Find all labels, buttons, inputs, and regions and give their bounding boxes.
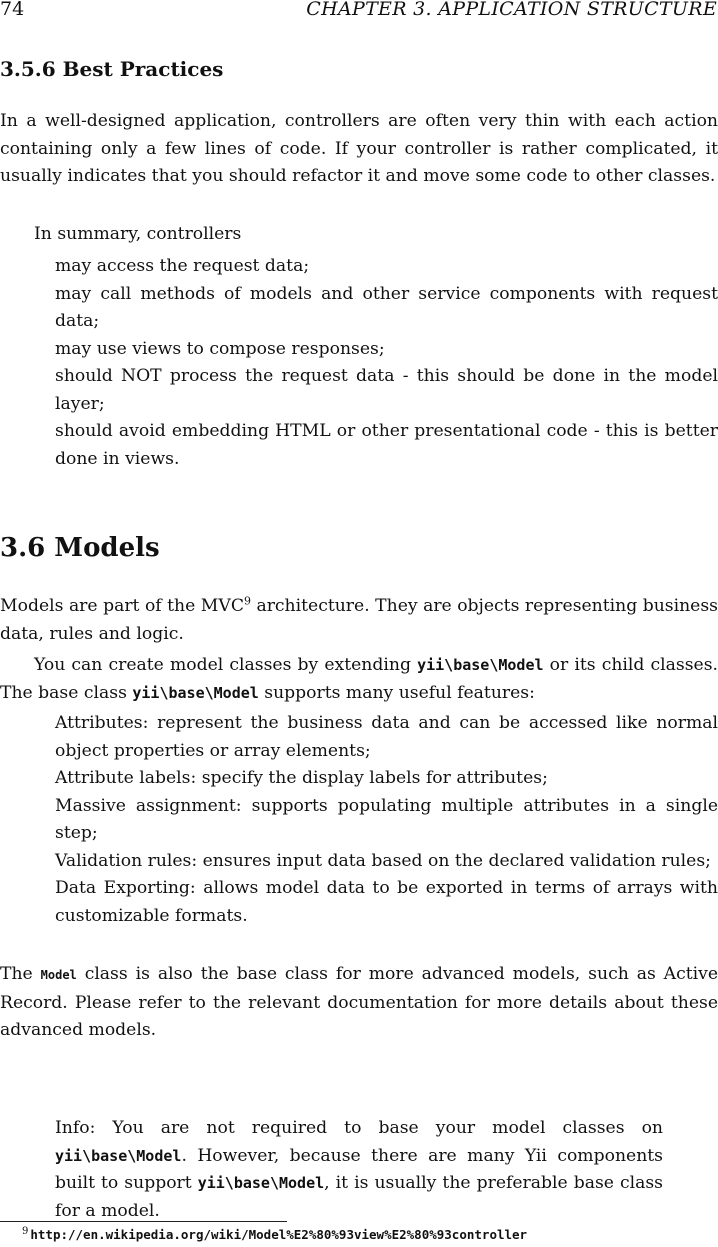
summary-lead: In summary, controllers — [34, 224, 242, 244]
list-item: Massive assignment: supports populating multiple attributes in a single step; — [55, 795, 718, 843]
list-item: should NOT process the request data - this should be done in the model layer; — [55, 366, 718, 414]
text-run: Info: You are not required to base your model classes on — [55, 1118, 663, 1138]
list-item: Validation rules: ensures input data based on the declared validation rules; — [55, 850, 711, 871]
list-item: may access the request data; — [55, 256, 310, 276]
running-chapter-title: CHAPTER 3. APPLICATION STRUCTURE — [306, 0, 717, 20]
text-run: supports many useful features: — [258, 682, 535, 703]
models-intro — [0, 593, 718, 648]
footnote-marker[interactable]: 9 — [243, 594, 251, 608]
list-item: may use views to compose responses; — [55, 338, 385, 359]
list-item: may call methods of models and other service components with request data; — [55, 283, 718, 331]
text-run: The — [0, 964, 41, 984]
list-item: Attribute labels: specify the display labels for attributes; — [55, 768, 548, 788]
code-yii-base-model: yii\base\Model — [55, 1146, 182, 1165]
model-features-list — [55, 710, 718, 930]
code-yii-base-model: yii\base\Model — [132, 683, 259, 702]
best-practices-intro: In a well-designed application, controllers are often very thin with each action containing only a few lines of code. If your controller is rather complicated, it usually indicates that you should refactor it and move some code to other classes. — [0, 111, 718, 186]
footnote-url-link[interactable]: http://en.wikipedia.org/wiki/Model%E2%80%93view%E2%80%93controller — [30, 1227, 528, 1242]
section-heading: 3.6 Models — [0, 533, 160, 563]
advanced-models-paragraph — [0, 961, 718, 1045]
models-intro-text: Models are part of the MVC — [0, 596, 244, 616]
footnote-number: 9 — [22, 1226, 29, 1237]
footnote-divider — [0, 1221, 287, 1222]
text-run: . However, because there are many Yii components built to support — [55, 1145, 663, 1193]
models-intro-text-rest: architecture. They are objects representing business data, rules and logic. — [0, 596, 718, 644]
code-yii-base-model: yii\base\Model — [417, 656, 544, 674]
list-item: Data Exporting: allows model data to be exported in terms of arrays with customizable formats. — [55, 878, 718, 926]
subsection-heading: 3.5.6 Best Practices — [0, 57, 224, 81]
text-run: You can create model classes by extending — [34, 655, 418, 675]
footnote — [22, 1226, 527, 1244]
text-run: , it is usually the preferable base class for a model. — [55, 1173, 663, 1221]
page-header — [0, 0, 718, 24]
text-run: class is also the base class for more advanced models, such as Active Record. Please refer to the relevant documentation for more details about these advanced models. — [0, 964, 718, 1040]
controller-practices-list — [55, 253, 718, 473]
page-number: 74 — [0, 0, 25, 20]
code-yii-base-model: yii\base\Model — [197, 1174, 325, 1192]
model-classes-paragraph — [0, 652, 718, 707]
info-box — [55, 1115, 663, 1225]
code-model: Model — [40, 968, 77, 982]
list-item: Attributes: represent the business data and can be accessed like normal object properties or array elements; — [55, 713, 718, 761]
text-run: or its child classes. The base class — [0, 655, 718, 703]
list-item: should avoid embedding HTML or other presentational code - this is better done in views. — [55, 421, 718, 469]
